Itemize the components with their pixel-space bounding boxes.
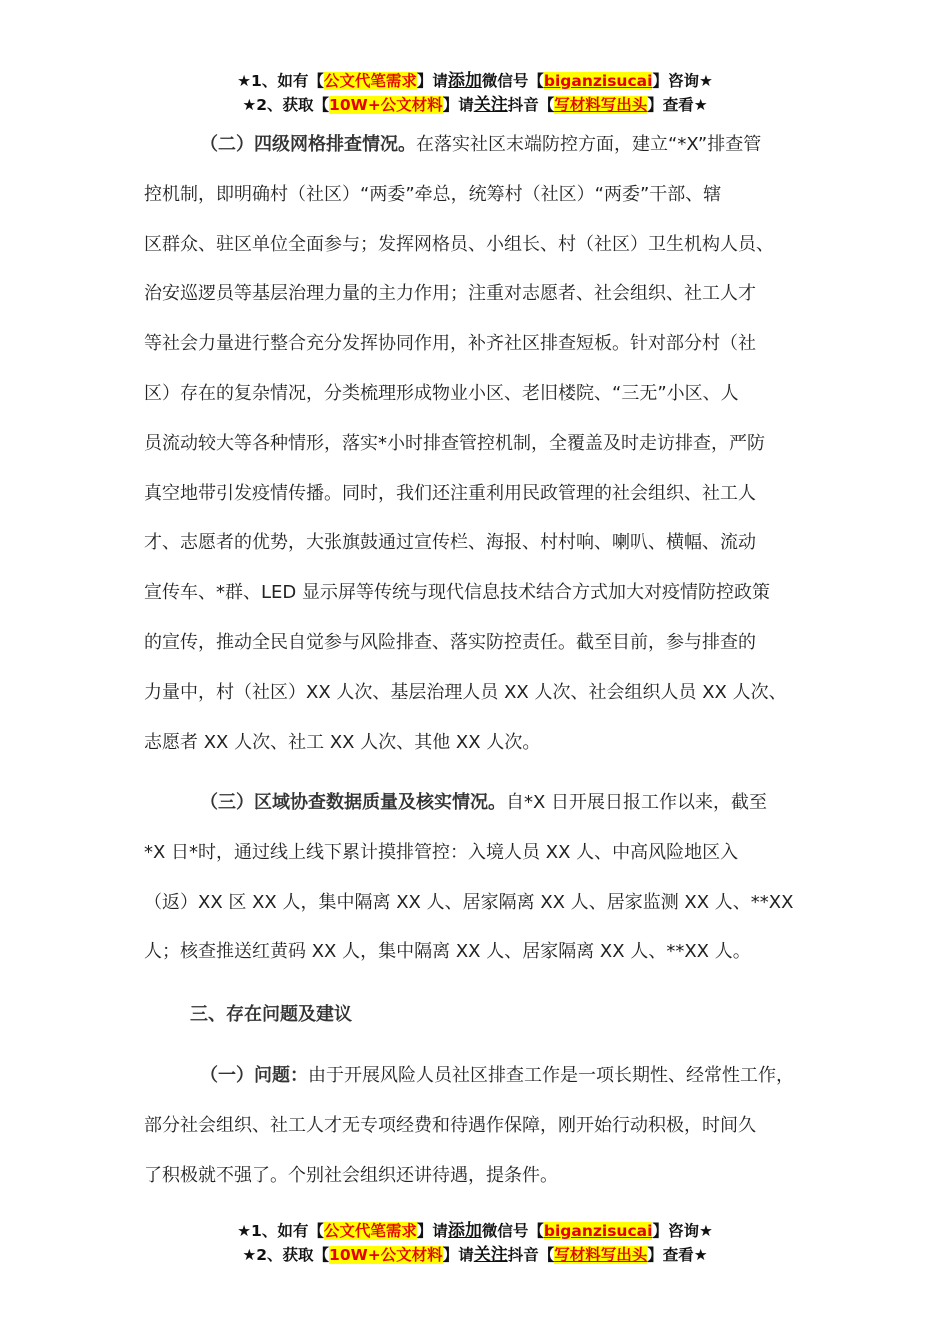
paragraph-text: 在落实社区末端防控方面，建立“*X”排查管 <box>416 134 762 155</box>
paragraph-heading: （三）区域协查数据质量及核实情况。 <box>200 792 506 813</box>
paragraph-text: 区）存在的复杂情况，分类梳理形成物业小区、老旧楼院、“三无”小区、人 <box>144 383 739 404</box>
promo-line-2 <box>0 93 950 117</box>
promo-highlight: 公文代笔需求 <box>323 72 417 90</box>
promo-underline: 添加 <box>447 1221 482 1241</box>
paragraph-text: 才、志愿者的优势，大张旗鼓通过宣传栏、海报、村村响、喇叭、横幅、流动 <box>144 532 756 554</box>
para-problems-line <box>144 1164 558 1188</box>
promo-text: ★1、如有【 <box>237 72 324 90</box>
paragraph-text: 治安巡逻员等基层治理力量的主力作用；注重对志愿者、社会组织、社工人才 <box>144 283 756 305</box>
paragraph-text: 员流动较大等各种情形，落实*小时排查管控机制，全覆盖及时走访排查，严防 <box>144 432 765 454</box>
promo-wechat-id: biganzisucai <box>543 1222 653 1240</box>
promo-text: ★2、获取【 <box>242 1246 330 1264</box>
promo-text: 】请 <box>442 96 474 114</box>
promo-underline: 关注 <box>473 1245 508 1265</box>
para-grid-check-line <box>144 282 756 306</box>
para-grid-check-line <box>144 382 739 406</box>
para-data-quality-line <box>200 791 767 815</box>
paragraph-text: 等社会力量进行整合充分发挥协同作用，补齐社区排查短板。针对部分村（社 <box>144 333 756 355</box>
paragraph-text: 部分社会组织、社工人才无专项经费和待遇作保障，刚开始行动积极，时间久 <box>144 1114 756 1136</box>
promo-highlight: 10W+公文材料 <box>329 1246 443 1264</box>
promo-line-2 <box>0 1243 950 1267</box>
para-grid-check-line <box>144 631 756 655</box>
promo-underline: 添加 <box>447 71 482 91</box>
para-grid-check-line <box>144 233 774 257</box>
promo-douyin-id: 写材料写出头 <box>554 1246 648 1264</box>
promo-text: 抖音【 <box>507 96 555 114</box>
paragraph-text: 由于开展风险人员社区排查工作是一项长期性、经常性工作， <box>308 1065 794 1086</box>
promo-text: 】咨询★ <box>652 1222 713 1240</box>
promo-line-1 <box>0 69 950 93</box>
promo-footer <box>0 1219 950 1267</box>
para-grid-check-line <box>144 581 770 605</box>
paragraph-text: 力量中，村（社区）XX 人次、基层治理人员 XX 人次、社会组织人员 XX 人次、 <box>144 681 787 703</box>
promo-highlight: 10W+公文材料 <box>329 96 443 114</box>
promo-wechat-id: biganzisucai <box>543 72 653 90</box>
section-heading-line <box>190 1003 352 1027</box>
para-grid-check-line <box>144 332 756 356</box>
para-grid-check-line <box>144 432 765 456</box>
promo-text: 】查看★ <box>647 96 708 114</box>
paragraph-text: *X 日*时，通过线上线下累计摸排管控：入境人员 XX 人、中高风险地区入 <box>144 841 739 863</box>
promo-text: 】查看★ <box>647 1246 708 1264</box>
paragraph-text: 人；核查推送红黄码 XX 人，集中隔离 XX 人、居家隔离 XX 人、**XX 人。 <box>144 941 751 963</box>
para-grid-check-line <box>144 681 787 705</box>
para-problems-line <box>200 1064 794 1088</box>
promo-text: 】请 <box>442 1246 474 1264</box>
paragraph-text: 宣传车、*群、LED 显示屏等传统与现代信息技术结合方式加大对疫情防控政策 <box>144 582 770 604</box>
paragraph-text: 真空地带引发疫情传播。同时，我们还注重利用民政管理的社会组织、社工人 <box>144 482 756 504</box>
promo-line-1 <box>0 1219 950 1243</box>
para-data-quality-line <box>144 891 793 915</box>
para-data-quality-line <box>144 841 738 865</box>
paragraph-text: 区群众、驻区单位全面参与；发挥网格员、小组长、村（社区）卫生机构人员、 <box>144 233 774 255</box>
promo-text: ★1、如有【 <box>237 1222 324 1240</box>
promo-underline: 关注 <box>473 95 508 115</box>
promo-text: ★2、获取【 <box>242 96 330 114</box>
promo-douyin-id: 写材料写出头 <box>554 96 648 114</box>
promo-text: 微信号【 <box>481 72 544 90</box>
promo-text: 】咨询★ <box>652 72 713 90</box>
para-data-quality-line <box>144 940 751 964</box>
promo-text: 】请 <box>416 72 448 90</box>
para-grid-check-line <box>144 183 721 207</box>
paragraph-heading: （一）问题： <box>200 1065 308 1086</box>
promo-text: 】请 <box>416 1222 448 1240</box>
section-heading: 三、存在问题及建议 <box>190 1004 352 1025</box>
para-grid-check-line <box>144 731 540 755</box>
para-grid-check-line <box>144 482 756 506</box>
promo-highlight: 公文代笔需求 <box>323 1222 417 1240</box>
promo-header <box>0 69 950 117</box>
paragraph-text: 控机制，即明确村（社区）“两委”牵总，统筹村（社区）“两委”干部、辖 <box>144 183 722 205</box>
para-problems-line <box>144 1114 756 1138</box>
paragraph-text: 了积极就不强了。个别社会组织还讲待遇，提条件。 <box>144 1164 558 1186</box>
promo-text: 抖音【 <box>507 1246 555 1264</box>
paragraph-text: 自*X 日开展日报工作以来，截至 <box>506 792 768 813</box>
para-grid-check-line <box>144 531 756 555</box>
para-grid-check-line <box>200 133 761 157</box>
paragraph-text: 志愿者 XX 人次、社工 XX 人次、其他 XX 人次。 <box>144 731 541 753</box>
paragraph-text: 的宣传，推动全民自觉参与风险排查、落实防控责任。截至目前，参与排查的 <box>144 632 756 653</box>
paragraph-heading: （二）四级网格排查情况。 <box>200 134 416 155</box>
promo-text: 微信号【 <box>481 1222 544 1240</box>
paragraph-text: （返）XX 区 XX 人，集中隔离 XX 人、居家隔离 XX 人、居家监测 XX 人、**XX <box>144 891 794 913</box>
